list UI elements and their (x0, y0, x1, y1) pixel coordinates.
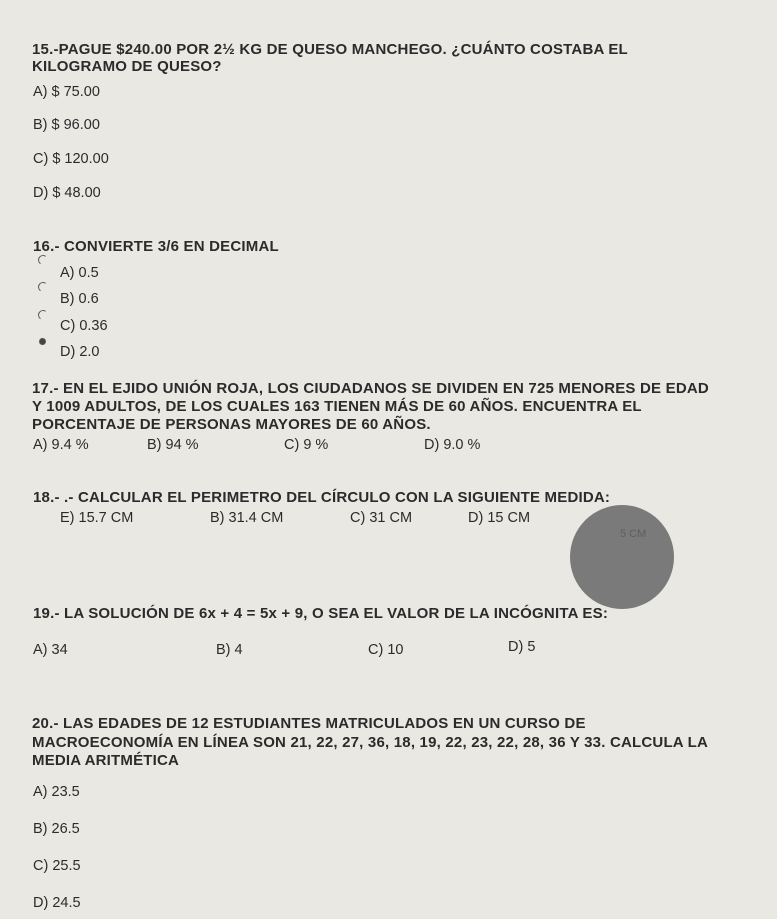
q19-option-c: C) 10 (368, 642, 404, 658)
q17-text-line2: Y 1009 ADULTOS, DE LOS CUALES 163 TIENEN MÁS DE 60 AÑOS. ENCUENTRA EL (32, 398, 642, 415)
q16-radio-c[interactable] (37, 309, 49, 321)
q18-text: 18.- .- CALCULAR EL PERIMETRO DEL CÍRCULO CON LA SIGUIENTE MEDIDA: (33, 489, 611, 506)
q18-option-e: E) 15.7 CM (60, 510, 134, 526)
q17-option-d: D) 9.0 % (424, 437, 481, 453)
q19-text: 19.- LA SOLUCIÓN DE 6x + 4 = 5x + 9, O SEA EL VALOR DE LA INCÓGNITA ES: (33, 605, 609, 622)
q20-text-line1: 20.- LAS EDADES DE 12 ESTUDIANTES MATRICULADOS EN UN CURSO DE (32, 715, 586, 732)
q19-option-a: A) 34 (33, 642, 68, 658)
q15-option-a: A) $ 75.00 (33, 84, 100, 100)
q20-text-line3: MEDIA ARITMÉTICA (32, 752, 180, 769)
q18-option-c: C) 31 CM (350, 510, 413, 526)
circle-figure (570, 505, 674, 609)
q16-radio-d-selected[interactable] (38, 337, 46, 345)
q16-radio-b[interactable] (37, 281, 49, 293)
q19-option-d: D) 5 (508, 639, 536, 655)
q20-option-d: D) 24.5 (33, 895, 81, 911)
q16-radio-a[interactable] (37, 254, 49, 266)
q20-option-a: A) 23.5 (33, 784, 80, 800)
q19-option-b: B) 4 (216, 642, 243, 658)
q16-text: 16.- CONVIERTE 3/6 EN DECIMAL (33, 238, 279, 255)
circle-radius-label: 5 CM (620, 528, 647, 540)
q20-option-b: B) 26.5 (33, 821, 80, 837)
q18-option-d: D) 15 CM (468, 510, 531, 526)
q15-option-d: D) $ 48.00 (33, 185, 101, 201)
q17-text-line1: 17.- EN EL EJIDO UNIÓN ROJA, LOS CIUDADANOS SE DIVIDEN EN 725 MENORES DE EDAD (32, 380, 709, 397)
q17-text-line3: PORCENTAJE DE PERSONAS MAYORES DE 60 AÑOS. (32, 416, 431, 433)
q15-text-line2: KILOGRAMO DE QUESO? (32, 58, 222, 75)
q16-option-b: B) 0.6 (60, 291, 99, 307)
q20-option-c: C) 25.5 (33, 858, 81, 874)
q17-option-c: C) 9 % (284, 437, 329, 453)
q17-option-a: A) 9.4 % (33, 437, 89, 453)
q15-option-b: B) $ 96.00 (33, 117, 100, 133)
q18-option-b: B) 31.4 CM (210, 510, 284, 526)
q16-option-a: A) 0.5 (60, 265, 99, 281)
q17-option-b: B) 94 % (147, 437, 199, 453)
q20-text-line2: MACROECONOMÍA EN LÍNEA SON 21, 22, 27, 36, 18, 19, 22, 23, 22, 28, 36 Y 33. CALCULA LA (32, 734, 709, 751)
q15-option-c: C) $ 120.00 (33, 151, 109, 167)
q16-option-c: C) 0.36 (60, 318, 108, 334)
q15-text-line1: 15.-PAGUE $240.00 POR 2½ KG DE QUESO MANCHEGO. ¿CUÁNTO COSTABA EL (32, 41, 628, 58)
q16-option-d: D) 2.0 (60, 344, 100, 360)
